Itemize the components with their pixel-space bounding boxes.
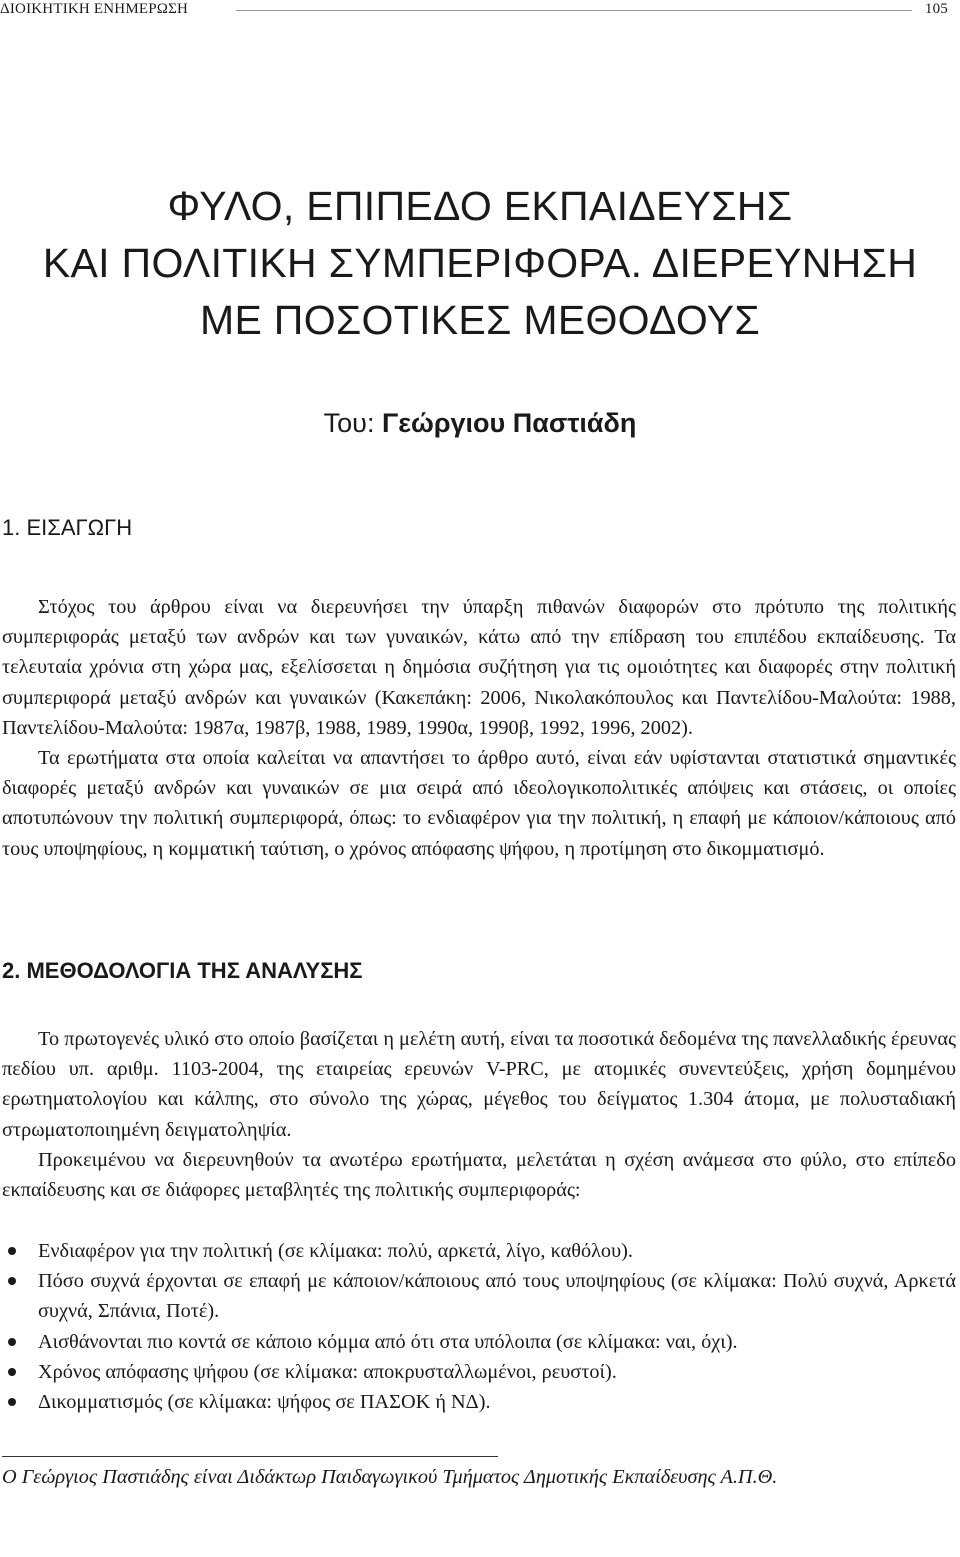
- header-rule: [236, 10, 912, 11]
- title-line: ΦΥΛΟ, ΕΠΙΠΕΔΟ ΕΚΠΑΙΔΕΥΣΗΣ: [167, 183, 793, 229]
- paragraph: Προκειμένου να διερευνηθούν τα ανωτέρω ερωτήματα, μελετάται η σχέση ανάμεσα στο φύλο, στο επίπεδο εκπαίδευσης και σε διάφορες μεταβλητές της πολιτικής συμπεριφοράς:: [2, 1148, 956, 1202]
- list-item: [2, 1236, 956, 1266]
- author-footnote: Ο Γεώργιος Παστιάδης είναι Διδάκτωρ Παιδαγωγικού Τμήματος Δημοτικής Εκπαίδευσης Α.Π.Θ.: [2, 1466, 778, 1488]
- running-header: [0, 0, 948, 22]
- bullet-icon: [8, 1398, 16, 1406]
- article-title: [0, 178, 960, 349]
- section-1-heading: 1. ΕΙΣΑΓΩΓΗ: [2, 515, 133, 540]
- title-line: ΜΕ ΠΟΣΟΤΙΚΕΣ ΜΕΘΟΔΟΥΣ: [200, 297, 760, 343]
- list-item: [2, 1327, 956, 1357]
- paragraph: Τα ερωτήματα στα οποία καλείται να απαντήσει το άρθρο αυτό, είναι εάν υφίστανται στατιστικά σημαντικές διαφορές μεταξύ ανδρών και γυναικών σε μια σειρά από ιδεολογικοπολιτικές απόψεις και στάσεις, οι οποίες αποτυπώνουν την πολιτική συμπεριφορά, όπως: το ενδιαφέρον για την πολιτική, η επαφή με κάποιον/κάποιους από τους υποψηφίους, η κομματική ταύτιση, ο χρόνος απόφασης ψήφου, η προτίμηση στο δικομματισμό.: [2, 747, 956, 860]
- bullet-icon: [8, 1338, 16, 1346]
- list-item-text: Ενδιαφέρον για την πολιτική (σε κλίμακα: πολύ, αρκετά, λίγο, καθόλου).: [38, 1240, 633, 1262]
- bullet-icon: [8, 1247, 16, 1255]
- list-item-text: Αισθάνονται πιο κοντά σε κάποιο κόμμα από ότι στα υπόλοιπα (σε κλίμακα: ναι, όχι).: [38, 1330, 738, 1353]
- list-item: [2, 1387, 956, 1417]
- bullet-icon: [8, 1368, 16, 1376]
- list-item-text: Δικομματισμός (σε κλίμακα: ψήφος σε ΠΑΣΟΚ ή ΝΔ).: [38, 1391, 491, 1414]
- bullet-icon: [8, 1277, 16, 1285]
- list-item: [2, 1357, 956, 1387]
- paragraph: Το πρωτογενές υλικό στο οποίο βασίζεται η μελέτη αυτή, είναι τα ποσοτικά δεδομένα της πανελλαδικής έρευνας πεδίου υπ. αριθμ. 1103-2004, της εταιρείας ερευνών V-PRC, με ατομικές συνεντεύξεις, χρήση δομημένου ερωτηματολογίου και κάλπης, στο σύνολο της χώρας, μέγεθος του δείγματος 1.304 άτομα, με πολυσταδιακή στρωματοποιημένη δειγματοληψία.: [2, 1028, 956, 1141]
- variables-list: [2, 1236, 956, 1417]
- byline-label: Του:: [323, 408, 375, 438]
- journal-name: ΔΙΟΙΚΗΤΙΚΗ ΕΝΗΜΕΡΩΣΗ: [0, 1, 189, 17]
- page-number: 105: [924, 1, 948, 17]
- list-item-text: Χρόνος απόφασης ψήφου (σε κλίμακα: αποκρυσταλλωμένοι, ρευστοί).: [38, 1360, 617, 1383]
- section-2-heading: 2. ΜΕΘΟΔΟΛΟΓΙΑ ΤΗΣ ΑΝΑΛΥΣΗΣ: [2, 958, 363, 983]
- paragraph: Στόχος του άρθρου είναι να διερευνήσει την ύπαρξη πιθανών διαφορών στο πρότυπο της πολιτικής συμπεριφοράς μεταξύ των ανδρών και των γυναικών, κάτω από την επίδραση του επιπέδου εκπαίδευσης. Τα τελευταία χρόνια στη χώρα μας, εξελίσσεται η δημόσια συζήτηση για τις ομοιότητες και διαφορές στην πολιτική συμπεριφορά μεταξύ ανδρών και γυναικών (Κακεπάκη: 2006, Νικολακόπουλος και Παντελίδου-Μαλούτα: 1988, Παντελίδου-Μαλούτα: 1987α, 1987β, 1988, 1989, 1990α, 1990β, 1992, 1996, 2002).: [2, 596, 956, 739]
- title-line: ΚΑΙ ΠΟΛΙΤΙΚΗ ΣΥΜΠΕΡΙΦΟΡΑ. ΔΙΕΡΕΥΝΗΣΗ: [42, 240, 918, 286]
- footnote-rule: [2, 1456, 498, 1457]
- author-name: Γεώργιου Παστιάδη: [381, 408, 637, 438]
- section-2-body: [2, 1024, 956, 1205]
- byline: [0, 403, 960, 443]
- list-item-text: Πόσο συχνά έρχονται σε επαφή με κάποιον/κάποιους από τους υποψηφίους (σε κλίμακα: Πολύ συχνά, Αρκετά συχνά, Σπάνια, Ποτέ).: [38, 1270, 956, 1323]
- list-item: [2, 1266, 956, 1326]
- section-1-body: [2, 592, 956, 864]
